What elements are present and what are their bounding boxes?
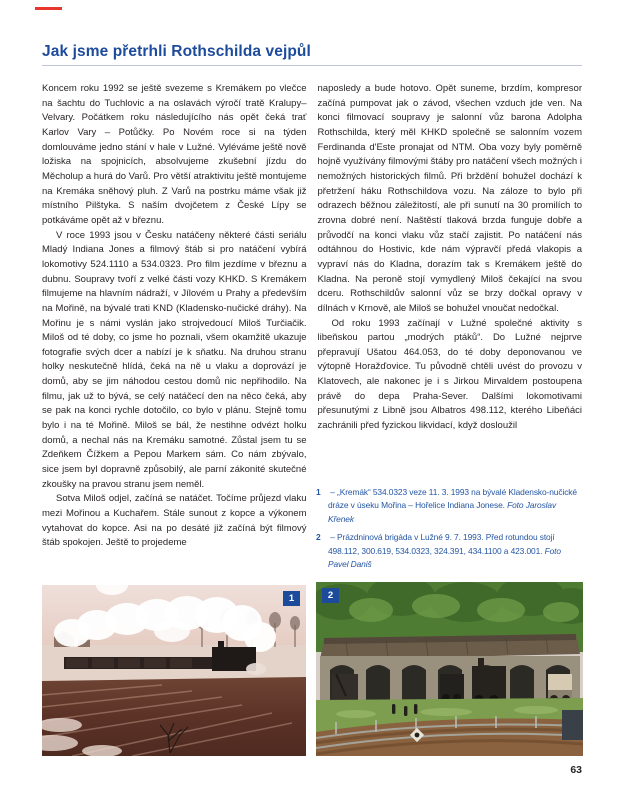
photo-2-badge: 2 bbox=[322, 588, 339, 603]
red-accent-mark bbox=[35, 7, 62, 10]
caption-2-credit: Foto Pavel Daniš bbox=[328, 545, 561, 570]
caption-2-number: 2 bbox=[316, 532, 321, 543]
article-body bbox=[42, 82, 582, 551]
photo-steam-train-winter bbox=[42, 585, 306, 756]
right-column bbox=[318, 82, 583, 551]
caption-1-text: – „Kremák“ 534.0323 veze 11. 3. 1993 na bývalé Kladensko-nučické dráze v úseku Mořina – Hořelice Indiana Jonese. bbox=[328, 487, 577, 511]
heading-divider bbox=[42, 65, 582, 66]
paragraph: Koncem roku 1992 se ještě svezeme s Kremákem po vlečce na šachtu do Tuchlovic a na oslavách výročí tratě Kralupy–Velvary. Počátkem roku následujícího nás opět čeká trať Karlov Vary – Potůčky. Po Novém roce si na týden domlouváme jedno stání v hale v Lužné. Vyléváme ještě nově ložiska na spojnicích, absolvujeme zkušební jízdu do Měcholup a hurá do Varů. Pro větší atraktivitu ještě montujeme na Kremáka sněhový pluh. Z Varů na postrku máme však již místního Pilštyka. S naším dvojčetem z České Lípy se potkáváme opět až v březnu. bbox=[42, 83, 307, 226]
page-title: Jak jsme přetrhli Rothschilda vejpůl bbox=[42, 43, 311, 60]
paragraph: V roce 1993 jsou v Česku natáčeny některé části seriálu Mladý Indiana Jones a filmový štáb si pro natáčení vybírá lokomotivy 524.1110 a 534.0323. Pro film jezdíme v březnu a dubnu. Soupravy tvoří z velké části vozy KHKD. S Kremákem filmujeme na hlavním nádraží, v Jílovém u Prahy a především na Mořině, na bývalé trati KND (Kladensko-nučické dráhy). Na Mořinu je s námi vyslán jako strojvedoucí Miloš Turčiačik. Miloš od té doby, co jsme ho poznali, všem okamžitě ukazuje fotografie svých dcer a nabízí je k sňatku. Na druhou stranu holky neskutečně hlídá, čeká na ně u vlaku a doprovází je domů, aby se jim náhodou cestou domů nic nepřihodilo. Na filmu, jak už to bývá, se celý natáčecí den na něco čeká, aby se pak na konci rychle dotočilo, co bylo v plánu. Stejně tomu bylo i na té Mořině. Miloš se bál, že nestihne odvézt holku domů, a nechal nás na Kremáku samotné. Zůstal jsem tu se Zdeňkem Čížkem a Pepou Markem sám. Co nám zbývalo, sice jsem byl dopravně způsobilý, ale parní zákonité skutečné zkoušky na pravou stranu jsem neměl. bbox=[42, 229, 307, 490]
page-number: 63 bbox=[570, 764, 582, 776]
caption-1 bbox=[316, 486, 583, 526]
caption-1-number: 1 bbox=[316, 487, 321, 497]
caption-2-text: – Prázdninová brigáda v Lužné 9. 7. 1993. Před rotundou stojí 498.112, 300.619, 534.0323, 324.391, 434.1100 a 423.001. bbox=[328, 532, 555, 556]
left-column bbox=[42, 82, 307, 551]
photo-roundhouse-locomotives bbox=[316, 582, 583, 756]
photo-captions bbox=[316, 486, 583, 576]
photo-1-badge: 1 bbox=[283, 591, 300, 606]
photo-2-illustration bbox=[316, 582, 583, 756]
photo-1-illustration bbox=[42, 585, 306, 756]
paragraph: Sotva Miloš odjel, začíná se natáčet. Točíme průjezd vlaku mezi Mořinou a Kuchařem. Stále sunout z kopce a výkonem vytahovat do kopce. Asi na po desáté již začíná být filmový štáb spokojen. Ještě to projedeme bbox=[42, 493, 307, 549]
paragraph: naposledy a bude hotovo. Opět suneme, brzdím, kompresor začíná pumpovat jak o závod, všechen vzduch jde ven. Na konci filmovací soupravy je salonní vůz barona Adolpha Rothschilda, který měl KHKD společně se salonním vozem Ferdinanda d'Este pronajat od NTM. Oba vozy byly poměrně hojně využívány filmovými štáby pro natáčení všech možných i nemožných historických filmů. Při brždění bohužel dochází k přetržení háku Rothschildova vozu. Na záloze to bylo při odrazech běžnou záležitostí, ale při sunutí na 30 promilích to zrovna dobré není. Naštěstí tlaková brzda funguje dobře a průvodčí na konci vlaku vůz stačí zajistit. Po natáčení nás odtáhnou do Hostivic, kde nám výpravčí předá vlakopis a vypraví nás do Kladna, dorazím tak s Kremákem ještě do Kladna. Na peroně stojí vymydlený Miloš čekající na svou dceru. Rothschildův salonní vůz se brzy dočkal opravy v dílnách v Krnově, ale Miloš se bohužel vnoučat nedočkal. bbox=[317, 83, 582, 314]
paragraph: Od roku 1993 začínají v Lužné společné aktivity s libeňskou partou „modrých ptáků“. Do Lužné nejprve přepravují Ušatou 464.053, do té doby deponovanou ve výtopně Horažďovice. Tu původně chtěli uvést do provozu v Klatovech, ale nakonec je i s Jirkou Mirvaldem postoupena právě do depa Praha-Sever. Dalšími lokomotivami přesunutými z Libně jsou Albatros 498.112, kterého Libeňáci zachránili před fyzickou likvidací, když dosloužil bbox=[317, 317, 582, 432]
caption-2 bbox=[316, 531, 583, 571]
caption-1-credit: Foto Jaroslav Křenek bbox=[328, 500, 557, 524]
